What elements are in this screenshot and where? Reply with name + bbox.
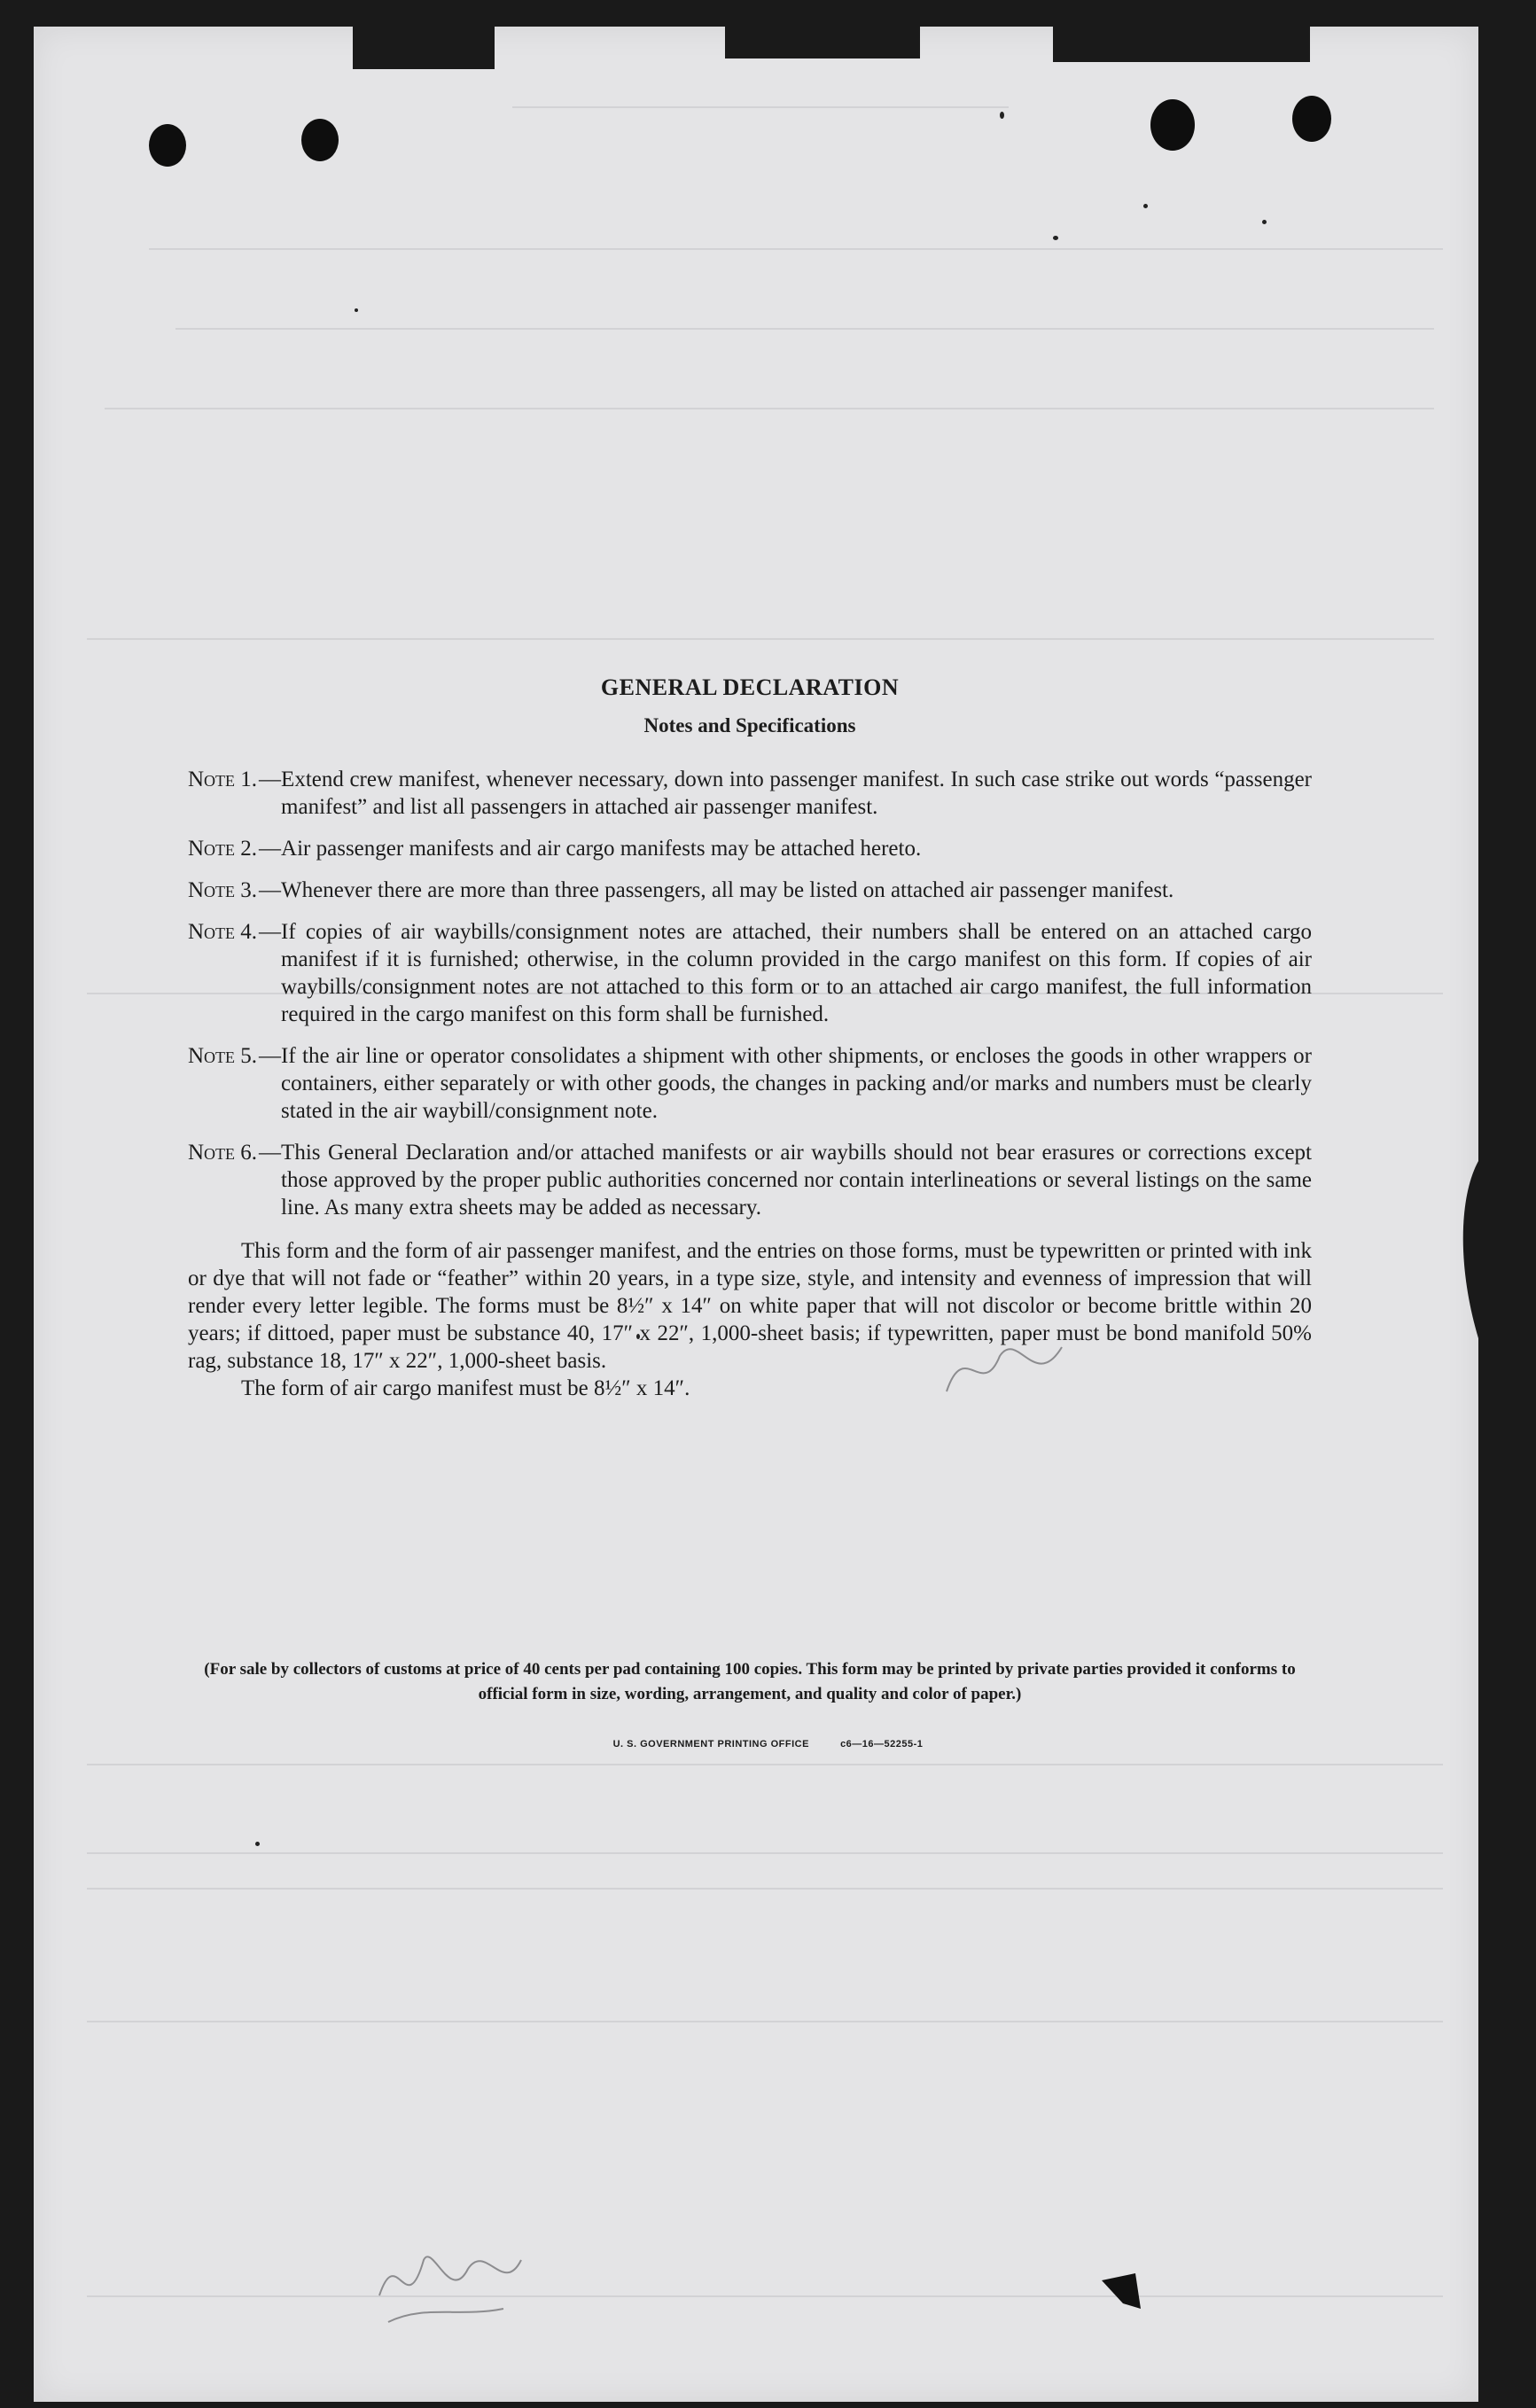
ink-speck <box>1053 236 1058 240</box>
note-text: If copies of air waybills/consignment notes are attached, their numbers shall be entered on an attached cargo manifest if it is furnished; otherwise, in the column provided in the cargo manifest on this form. If copies of air waybills/consignment notes are not attached to this form or to an attached air cargo manifest, the full information required in the cargo manifest on this form shall be furnished. <box>281 920 1312 1026</box>
ink-speck <box>1143 204 1148 208</box>
note-2: Note 2. — Air passenger manifests and air cargo manifests may be attached hereto. <box>188 835 1312 862</box>
page-title: GENERAL DECLARATION <box>600 674 900 700</box>
cargo-manifest-size-line: The form of air cargo manifest must be 8½″ x 14″. <box>241 1376 690 1400</box>
scan-edge-tab <box>1053 27 1310 62</box>
bleed-through <box>87 2295 1443 2297</box>
ink-speck <box>255 1842 260 1846</box>
note-4: Note 4. — If copies of air waybills/consignment notes are attached, their numbers shall be entered on an attached cargo manifest if it is furnished; otherwise, in the column provided in the cargo manifest on this form. If copies of air waybills/consignment notes are not attached to this form or to an attached air cargo manifest, the full information required in the cargo manifest on this form shall be furnished. <box>188 920 1312 1026</box>
sale-notice: (For sale by collectors of customs at price of 40 cents per pad containing 100 copies. This form may be printed by private parties provided it conforms to official form in size, wording, arrangement, and quality and color of paper.) <box>204 1660 1296 1703</box>
punch-hole <box>1150 99 1195 151</box>
scan-edge-tab <box>725 27 920 58</box>
printing-office-imprint <box>0 1739 1536 1750</box>
note-label: Note 3. <box>188 878 258 902</box>
bleed-through <box>149 248 1443 250</box>
page-edge-tear <box>1443 1161 1478 1338</box>
note-label: Note 1. <box>188 768 258 791</box>
bleed-through <box>512 106 1009 108</box>
note-1: Note 1. — Extend crew manifest, whenever necessary, down into passenger manifest. In such case strike out words “passenger manifest” and list all passengers in attached air passenger manifest. <box>188 768 1312 819</box>
notes-section <box>188 674 1312 1402</box>
bleed-through <box>105 408 1434 409</box>
note-6: Note 6. — This General Declaration and/or attached manifests or air waybills should not bear erasures or corrections except those approved by the proper public authorities concerned nor contain interlineations or several listings on the same line. As many extra sheets may be added as necessary. <box>188 1141 1312 1220</box>
bleed-through <box>87 1852 1443 1854</box>
note-5: Note 5. — If the air line or operator consolidates a shipment with other shipments, or encloses the goods in other wrappers or containers, either separately or with other goods, the changes in packing and/or marks and numbers must be clearly stated in the air waybill/consignment note. <box>188 1044 1312 1123</box>
bleed-through <box>87 1888 1443 1890</box>
punch-hole <box>301 119 339 161</box>
note-label: Note 4. <box>188 920 258 944</box>
pencil-mark <box>370 2225 565 2331</box>
note-text: This General Declaration and/or attached manifests or air waybills should not bear erasures or corrections except those approved by the proper public authorities concerned nor contain interlineations or several listings on the same line. As many extra sheets may be added as necessary. <box>281 1141 1312 1220</box>
specification-paragraph: This form and the form of air passenger manifest, and the entries on those forms, must be typewritten or printed with ink or dye that will not fade or “feather” within 20 years, in a type size, style, and intensity and evenness of impression that will render every letter legible. The forms must be 8½″ x 14″ on white paper that will not discolor or become brittle within 20 years; if dittoed, paper must be substance 40, 17″ x 22″, 1,000-sheet basis; if typewritten, paper must be bond manifold 50% rag, substance 18, 17″ x 22″, 1,000-sheet basis. <box>188 1239 1312 1373</box>
note-text: If the air line or operator consolidates a shipment with other shipments, or encloses the goods in other wrappers or containers, either separately or with other goods, the changes in packing and/or marks and numbers must be clearly stated in the air waybill/consignment note. <box>281 1044 1312 1123</box>
note-text: Whenever there are more than three passengers, all may be listed on attached air passenger manifest. <box>281 878 1174 902</box>
bleed-through <box>87 1764 1443 1765</box>
scan-artifact <box>1102 2273 1155 2318</box>
ink-speck <box>1262 220 1267 224</box>
printing-office-name: U. S. GOVERNMENT PRINTING OFFICE <box>612 1739 809 1750</box>
bleed-through <box>175 328 1434 330</box>
note-3: Note 3. — Whenever there are more than three passengers, all may be listed on attached air passenger manifest. <box>188 877 1312 904</box>
bleed-through <box>87 2021 1443 2022</box>
note-label: Note 2. <box>188 837 258 861</box>
print-code: c6—16—52255-1 <box>840 1739 924 1750</box>
ink-speck <box>355 308 358 312</box>
note-text: Air passenger manifests and air cargo manifests may be attached hereto. <box>281 837 922 861</box>
punch-hole <box>149 124 186 167</box>
scan-edge-tab <box>353 27 495 69</box>
ink-speck <box>1000 112 1004 119</box>
note-label: Note 6. <box>188 1141 258 1165</box>
note-text: Extend crew manifest, whenever necessary, down into passenger manifest. In such case strike out words “passenger manifest” and list all passengers in attached air passenger manifest. <box>281 768 1312 819</box>
page-subtitle: Notes and Specifications <box>643 714 856 736</box>
punch-hole <box>1292 96 1331 142</box>
bleed-through <box>87 638 1434 640</box>
note-label: Note 5. <box>188 1044 258 1068</box>
